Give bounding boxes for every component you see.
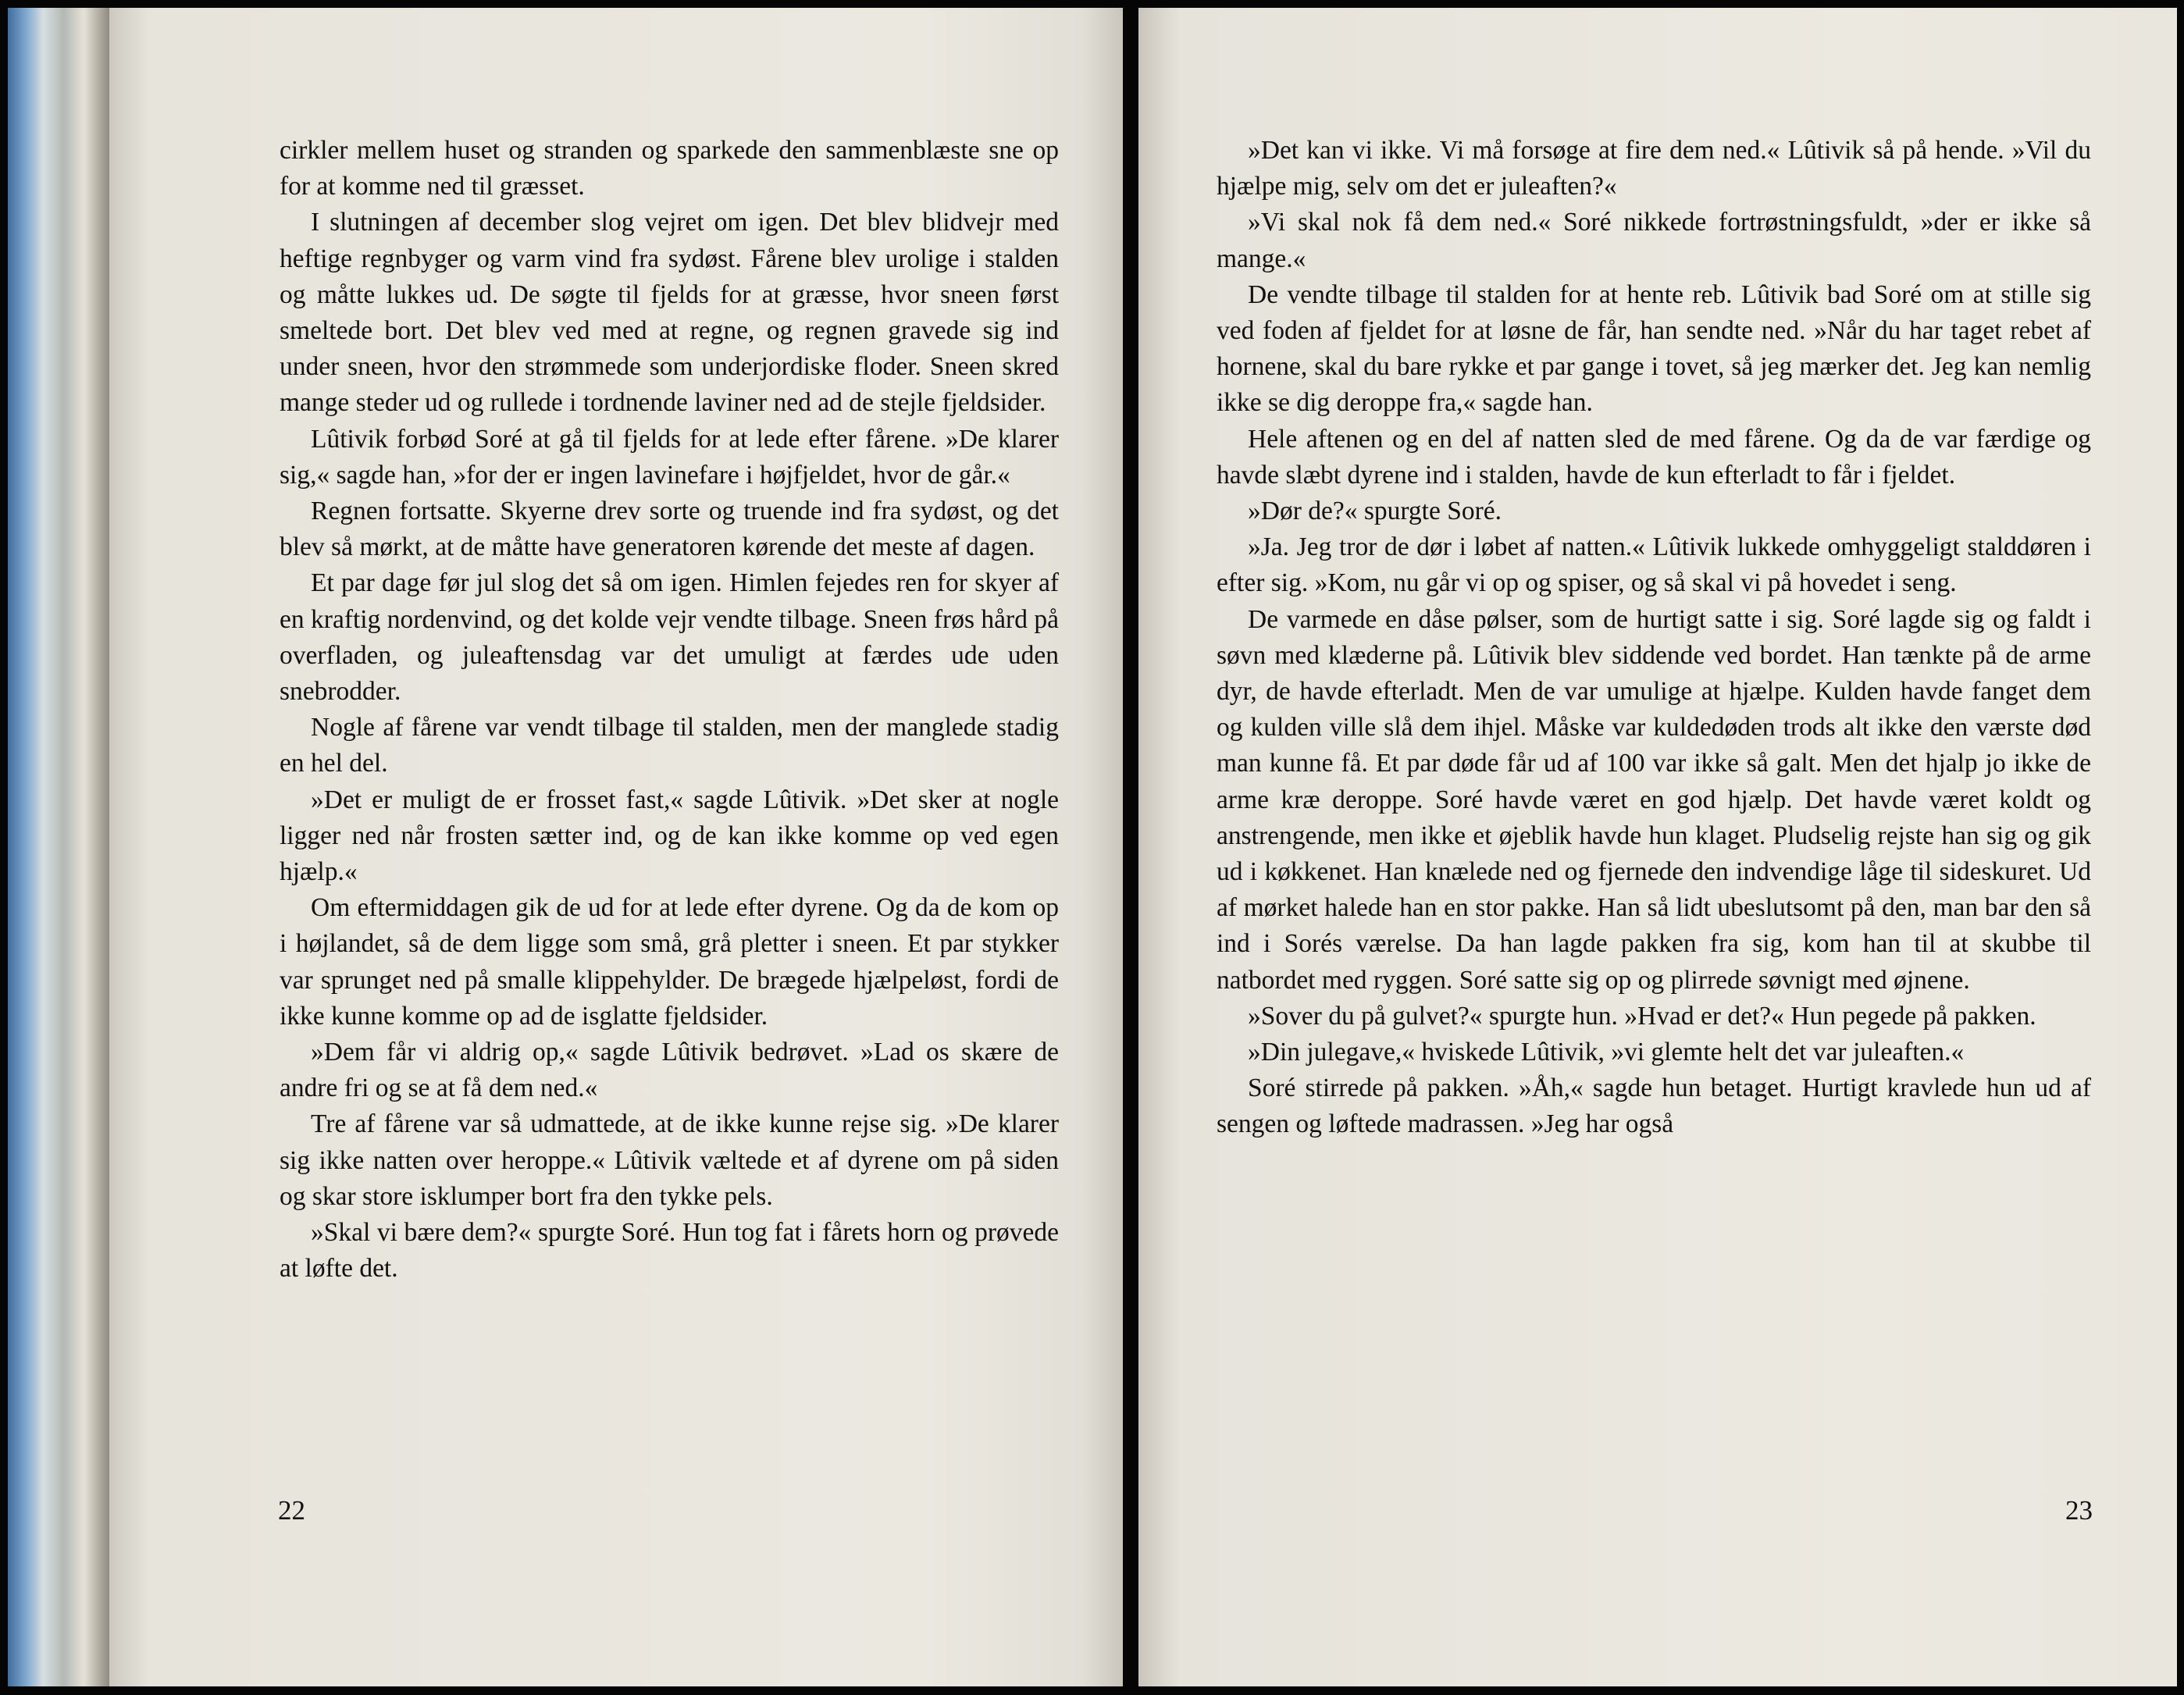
paragraph: »Skal vi bære dem?« spurgte Soré. Hun tog fat i fårets horn og prøvede at løfte det. (280, 1218, 1059, 1284)
paragraph: Lûtivik forbød Soré at gå til fjelds for at lede efter fårene. »De klarer sig,« sagde han, »for der er ingen lavinefare i højfjeldet, hvor de går.« (280, 424, 1059, 490)
paragraph: Et par dage før jul slog det så om igen. Himlen fejedes ren for skyer af en kraftig nordenvind, og det kolde vejr vendte tilbage. Sneen frøs hård på overfladen, og juleaftensdag var det umuligt at færdes ude uden snebrodder. (280, 568, 1059, 707)
paragraph: Soré stirrede på pakken. »Åh,« sagde hun betaget. Hurtigt kravlede hun ud af sengen og løftede madrassen. »Jeg har også (1217, 1074, 2091, 1139)
right-page-text (1217, 133, 2091, 1143)
right-page (1138, 8, 2177, 1686)
page-number-left: 22 (278, 1495, 305, 1526)
paragraph: Regnen fortsatte. Skyerne drev sorte og truende ind fra sydøst, og det blev så mørkt, at de måtte have generatoren kørende det meste af dagen. (280, 497, 1059, 562)
paragraph: »Det er muligt de er frosset fast,« sagde Lûtivik. »Det sker at nogle ligger ned når frosten sætter ind, og de kan ikke komme op ved egen hjælp.« (280, 785, 1059, 887)
page-number-right: 23 (2065, 1495, 2093, 1526)
paragraph: Hele aftenen og en del af natten sled de med fårene. Og da de var færdige og havde slæbt dyrene ind i stalden, havde de kun efterladt to får i fjeldet. (1217, 424, 2091, 490)
paragraph: »Det kan vi ikke. Vi må forsøge at fire dem ned.« Lûtivik så på hende. »Vil du hjælpe mig, selv om det er juleaften?« (1217, 136, 2091, 201)
paragraph: »Dem får vi aldrig op,« sagde Lûtivik bedrøvet. »Lad os skære de andre fri og se at få dem ned.« (280, 1038, 1059, 1103)
paragraph: cirkler mellem huset og stranden og sparkede den sammenblæste sne op for at komme ned til græsset. (280, 136, 1059, 201)
paragraph: Tre af fårene var så udmattede, at de ikke kunne rejse sig. »De klarer sig ikke natten over heroppe.« Lûtivik væltede et af dyrene om på siden og skar store isklumper bort fra den tykke pels. (280, 1109, 1059, 1211)
paragraph: Om eftermiddagen gik de ud for at lede efter dyrene. Og da de kom op i højlandet, så de dem ligge som små, grå pletter i sneen. Et par stykker var sprunget ned på smalle klippehylder. De brægede hjælpeløst, fordi de ikke kunne komme op ad de isglatte fjeldsider. (280, 893, 1059, 1031)
paragraph: »Din julegave,« hviskede Lûtivik, »vi glemte helt det var juleaften.« (1248, 1038, 1965, 1067)
paragraph: I slutningen af december slog vejret om igen. Det blev blidvejr med heftige regnbyger og varm vind fra sydøst. Fårene blev urolige i stalden og måtte lukkes ud. De søgte til fjelds for at græsse, hvor sneen først smeltede bort. Det blev ved med at regne, og regnen gravede sig ind under sneen, hvor den strømmede som underjordiske floder. Sneen skred mange steder ud og rullede i tordnende laviner ned ad de stejle fjeldsider. (280, 208, 1059, 418)
paragraph: »Ja. Jeg tror de dør i løbet af natten.« Lûtivik lukkede omhyggeligt stalddøren i efter sig. »Kom, nu går vi op og spiser, og så skal vi på hovedet i seng. (1217, 532, 2091, 598)
paragraph: »Sover du på gulvet?« spurgte hun. »Hvad er det?« Hun pegede på pakken. (1248, 1001, 2036, 1031)
paragraph: »Vi skal nok få dem ned.« Soré nikkede fortrøstningsfuldt, »der er ikke så mange.« (1217, 208, 2091, 273)
paragraph: Nogle af fårene var vendt tilbage til stalden, men der manglede stadig en hel del. (280, 713, 1059, 778)
paragraph: De vendte tilbage til stalden for at hente reb. Lûtivik bad Soré om at stille sig ved foden af fjeldet for at løsne de får, han sendte ned. »Når du har taget rebet af hornene, skal du bare rykke et par gange i tovet, så jeg mærker det. Jeg kan nemlig ikke se dig deroppe fra,« sagde han. (1217, 280, 2091, 418)
left-page-text (280, 133, 1059, 1287)
paragraph: De varmede en dåse pølser, som de hurtigt satte i sig. Soré lagde sig og faldt i søvn med klæderne på. Lûtivik blev siddende ved bordet. Han tænkte på de arme dyr, de havde efterladt. Men de var umulige at hjælpe. Kulden havde fanget dem og kulden ville slå dem ihjel. Måske var kuldedøden trods alt ikke den værste død man kunne få. Et par døde får ud af 100 var ikke så galt. Men det hjalp jo ikke de arme kræ deroppe. Soré havde været en god hjælp. Det havde været koldt og anstrengende, men ikke et øjeblik havde hun klaget. Pludselig rejste han sig og gik ud i køkkenet. Han knælede ned og fjernede den indvendige låge til sideskuret. Ud af mørket halede han en stor pakke. Han så lidt ubeslutsomt på den, man bar den så ind i Sorés værelse. Da han lagde pakken fra sig, kom han til at skubbe til natbordet med ryggen. Soré satte sig op og plirrede søvnigt med øjnene. (1217, 604, 2091, 995)
paragraph: »Dør de?« spurgte Soré. (1248, 497, 1502, 526)
book-spine-edge (8, 8, 109, 1686)
left-page (109, 8, 1123, 1686)
